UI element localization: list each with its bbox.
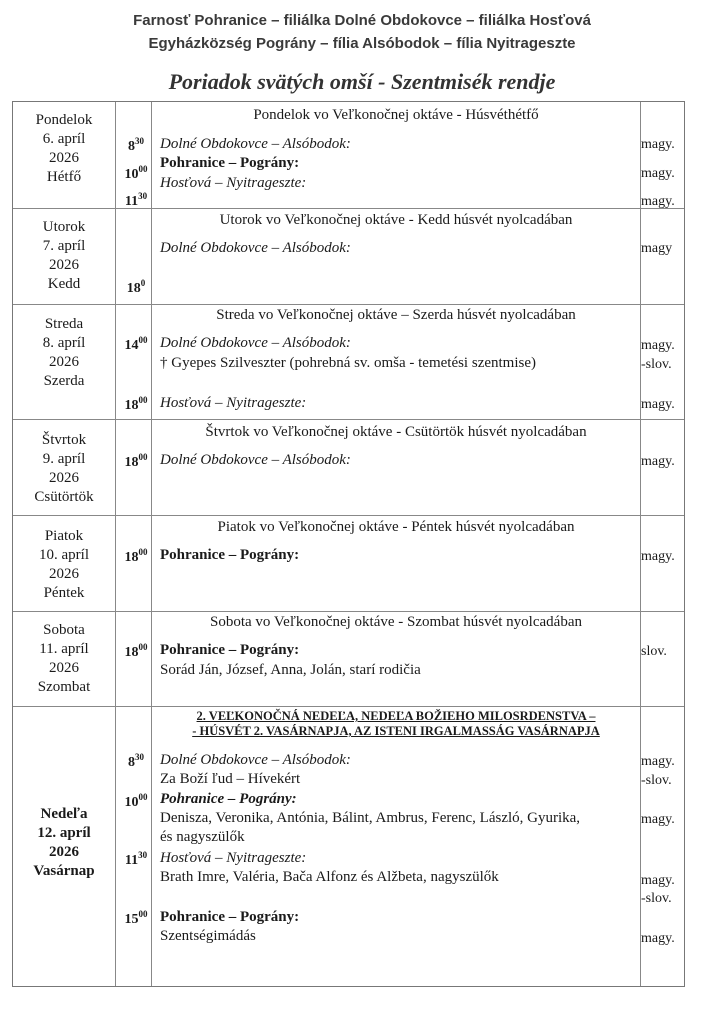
day-cell	[13, 315, 115, 391]
day-name-sk: Piatok	[44, 528, 84, 544]
feast-title-line: - HÚSVÉT 2. VASÁRNAPJA, AZ ISTENI IRGALMASSÁG VASÁRNAPJA	[192, 724, 600, 738]
mass-time: $18^0$	[126, 278, 146, 296]
row-divider	[13, 611, 684, 612]
mass-language: magy.	[641, 194, 675, 209]
row-divider	[13, 706, 684, 707]
mass-language: magy.	[641, 812, 675, 827]
day-year: 2026	[49, 470, 79, 486]
day-name-hu: Szombat	[37, 679, 91, 695]
day-name-sk: Štvrtok	[41, 432, 87, 448]
mass-intention: Sorád Ján, József, Anna, Jolán, starí rodičia	[160, 662, 421, 678]
feast-title: Streda vo Veľkonočnej oktáve – Szerda húsvét nyolcadában	[216, 307, 576, 323]
mass-time: $10^{00}$	[124, 792, 148, 810]
day-date: 9. apríl	[42, 451, 86, 467]
column-divider-day	[115, 102, 116, 986]
mass-intention: Brath Imre, Valéria, Bača Alfonz és Alžbeta, nagyszülők	[160, 869, 499, 885]
day-date: 11. apríl	[39, 641, 89, 657]
day-year: 2026	[49, 566, 79, 582]
mass-language: -slov.	[641, 891, 672, 906]
mass-language: slov.	[641, 644, 667, 659]
mass-place: Dolné Obdokovce – Alsóbodok:	[160, 335, 351, 351]
day-name-hu: Kedd	[47, 276, 81, 292]
page-title: Poriadok svätých omší - Szentmisék rendje	[168, 69, 556, 94]
day-year: 2026	[49, 660, 79, 676]
day-cell	[13, 111, 115, 187]
mass-language: -slov.	[641, 357, 672, 372]
day-year: 2026	[49, 150, 79, 166]
mass-place: Hosťová – Nyitrageszte:	[160, 175, 307, 191]
feast-title	[151, 709, 641, 739]
mass-language: magy.	[641, 754, 675, 769]
mass-place: Hosťová – Nyitrageszte:	[160, 850, 307, 866]
mass-language: magy.	[641, 454, 675, 469]
mass-place: Pohranice – Pográny:	[160, 791, 297, 807]
mass-place: Pohranice – Pográny:	[160, 155, 300, 171]
mass-intention: Szentségimádás	[160, 928, 256, 944]
feast-title: Sobota vo Veľkonočnej oktáve - Szombat húsvét nyolcadában	[210, 614, 582, 630]
mass-time: $8^{30}$	[128, 136, 144, 154]
mass-place: Dolné Obdokovce – Alsóbodok:	[160, 240, 351, 256]
day-name-sk: Nedeľa	[40, 806, 88, 822]
mass-intention: Denisza, Veronika, Antónia, Bálint, Ambrus, Ferenc, László, Gyurika,	[160, 810, 581, 826]
day-name-sk: Sobota	[43, 622, 85, 638]
mass-place: Dolné Obdokovce – Alsóbodok:	[160, 452, 351, 468]
day-date: 12. apríl	[37, 825, 91, 841]
day-name-hu: Csütörtök	[34, 489, 94, 505]
mass-place: Dolné Obdokovce – Alsóbodok:	[160, 752, 351, 768]
mass-time: $18^{00}$	[124, 395, 148, 413]
mass-time: $8^{30}$	[128, 752, 144, 770]
mass-language: magy.	[641, 137, 675, 152]
mass-time: $18^{00}$	[124, 642, 148, 660]
feast-title: Utorok vo Veľkonočnej oktáve - Kedd húsvét nyolcadában	[219, 212, 573, 228]
feast-title: Pondelok vo Veľkonočnej oktáve - Húsvéthétfő	[253, 107, 539, 123]
mass-place: Dolné Obdokovce – Alsóbodok:	[160, 136, 351, 152]
mass-time: $11^{30}$	[124, 191, 148, 209]
mass-intention: † Gyepes Szilveszter (pohrebná sv. omša - temetési szentmise)	[160, 355, 536, 371]
day-date: 8. apríl	[42, 335, 86, 351]
feast-title: Štvrtok vo Veľkonočnej oktáve - Csütörtök húsvét nyolcadában	[205, 424, 587, 440]
day-year: 2026	[49, 844, 79, 860]
row-divider	[13, 419, 684, 420]
day-name-sk: Utorok	[42, 219, 86, 235]
day-cell	[13, 805, 115, 881]
parish-header-sk: Farnosť Pohranice – filiálka Dolné Obdokovce – filiálka Hosťová	[133, 12, 591, 29]
mass-language: -slov.	[641, 773, 672, 788]
mass-time: $18^{00}$	[124, 547, 148, 565]
day-name-hu: Szerda	[43, 373, 85, 389]
mass-place: Pohranice – Pográny:	[160, 909, 300, 925]
day-cell	[13, 218, 115, 294]
mass-time: $11^{30}$	[124, 850, 148, 868]
mass-time: $14^{00}$	[124, 335, 148, 353]
day-cell	[13, 621, 115, 697]
mass-schedule-table	[12, 101, 685, 987]
mass-language: magy.	[641, 338, 675, 353]
day-date: 6. apríl	[42, 131, 86, 147]
feast-title-line: 2. VEĽKONOČNÁ NEDEĽA, NEDEĽA BOŽIEHO MILOSRDENSTVA –	[196, 709, 596, 723]
mass-place: Pohranice – Pográny:	[160, 547, 300, 563]
mass-language: magy.	[641, 397, 675, 412]
row-divider	[13, 208, 684, 209]
row-divider	[13, 304, 684, 305]
day-date: 7. apríl	[42, 238, 86, 254]
mass-language: magy	[641, 241, 673, 256]
column-divider-lang	[640, 102, 641, 986]
mass-language: magy.	[641, 166, 675, 181]
day-name-sk: Streda	[44, 316, 84, 332]
mass-place: Hosťová – Nyitrageszte:	[160, 395, 307, 411]
mass-time: $10^{00}$	[124, 164, 148, 182]
day-name-hu: Vasárnap	[33, 863, 95, 879]
mass-intention: és nagyszülők	[160, 829, 245, 845]
feast-title: Piatok vo Veľkonočnej oktáve - Péntek húsvét nyolcadában	[217, 519, 575, 535]
day-year: 2026	[49, 354, 79, 370]
day-cell	[13, 527, 115, 603]
mass-time: $15^{00}$	[124, 909, 148, 927]
day-name-hu: Péntek	[43, 585, 85, 601]
row-divider	[13, 515, 684, 516]
mass-intention: Za Boží ľud – Hívekért	[160, 771, 301, 787]
mass-time: $18^{00}$	[124, 452, 148, 470]
day-name-hu: Hétfő	[46, 169, 82, 185]
day-name-sk: Pondelok	[35, 112, 93, 128]
mass-language: magy.	[641, 549, 675, 564]
day-year: 2026	[49, 257, 79, 273]
mass-language: magy.	[641, 873, 675, 888]
day-cell	[13, 431, 115, 507]
parish-header-hu: Egyházközség Pográny – fília Alsóbodok – fília Nyitrageszte	[148, 35, 576, 52]
mass-place: Pohranice – Pográny:	[160, 642, 300, 658]
day-date: 10. apríl	[39, 547, 89, 563]
mass-language: magy.	[641, 931, 675, 946]
